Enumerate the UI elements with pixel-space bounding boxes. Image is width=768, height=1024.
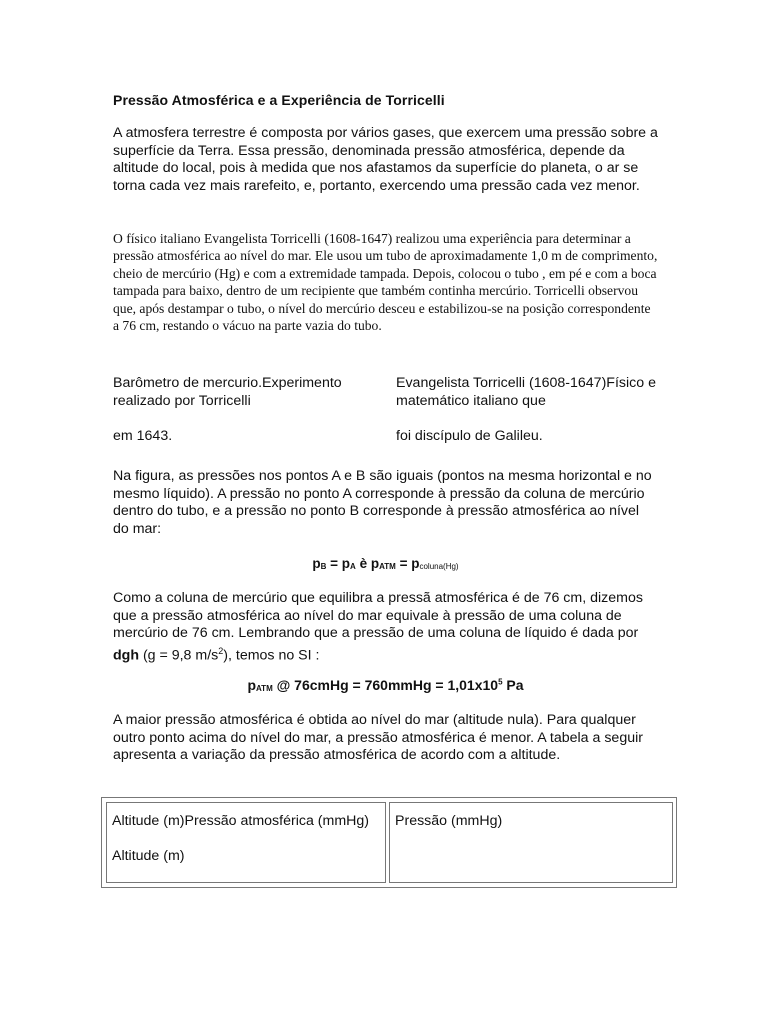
formula-subscript: coluna(Hg) — [419, 562, 459, 571]
paragraph-text: Como a coluna de mercúrio que equilibra a pressã atmosférica é de 76 cm, dizemos que a pressão atmosférica ao nível do mar equivale à pressão de uma coluna de mercúrio de 76 cm. Lembrando que a pressão de uma coluna de líquido é dada por — [113, 590, 643, 642]
formula-operator: è — [355, 556, 371, 571]
formula-operator: = — [395, 556, 412, 571]
formula-superscript: 5 — [498, 677, 503, 687]
paragraph-superscript: 2 — [218, 645, 224, 656]
page-title: Pressão Atmosférica e a Experiência de Torricelli — [113, 92, 445, 108]
caption-torricelli-line2: foi discípulo de Galileu. — [396, 428, 543, 445]
formula-atm-value — [113, 677, 658, 693]
formula-subscript: ATM — [379, 562, 396, 571]
caption-barometer — [113, 375, 375, 446]
formula-symbol: p — [247, 677, 256, 693]
altitude-pressure-table — [101, 797, 677, 888]
formula-unit: Pa — [502, 677, 524, 693]
formula-main: @ 76cmHg = 760mmHg = 1,01x10 — [272, 677, 499, 693]
caption-barometer-line1: Barômetro de mercurio.Experimento realizado por Torricelli — [113, 375, 342, 409]
table-cell-text: Altitude (m)Pressão atmosférica (mmHg) — [112, 813, 370, 829]
paragraph-torricelli-experiment: O físico italiano Evangelista Torricelli (1608-1647) realizou uma experiência para determinar a pressão atmosférica ao nível do mar. Ele usou um tubo de aproximadamente 1,0 m de comprimento, cheio de mercúrio (Hg) e com a extremidade tampada. Depois, colocou o tubo , em pé e com a boca tampada para baixo, dentro de um recipiente que também continha mercúrio. Torricelli observou que, após destampar o tubo, o nível do mercúrio desceu e estabilizou-se na posição correspondente a 76 cm, restando o vácuo na parte vazia do tubo. — [113, 231, 658, 334]
table-cell-text: Pressão (mmHg) — [395, 813, 503, 829]
formula-subscript: B — [320, 562, 327, 571]
caption-torricelli-line1: Evangelista Torricelli (1608-1647)Físico e matemático italiano que — [396, 375, 656, 409]
table-cell-text: Altitude (m) — [112, 848, 185, 864]
paragraph-altitude: A maior pressão atmosférica é obtida ao nível do mar (altitude nula). Para qualquer outro ponto acima do nível do mar, a pressão atmosférica é menor. A tabela a seguir apresenta a variação da pressão atmosférica de acordo com a altitude. — [113, 712, 643, 764]
formula-symbol: p — [341, 556, 351, 571]
paragraph-mercury-column — [113, 590, 658, 665]
formula-subscript: ATM — [256, 684, 273, 693]
paragraph-bold: dgh — [113, 647, 139, 664]
table-cell-altitude — [106, 802, 386, 883]
formula-symbol: p — [312, 556, 321, 571]
paragraph-text: (g = 9,8 m/s — [139, 647, 219, 664]
paragraph-text: ), temos no SI : — [223, 647, 320, 664]
formula-subscript: A — [350, 562, 356, 571]
caption-torricelli — [396, 375, 671, 446]
formula-pressure-equality — [113, 556, 658, 571]
table-cell-pressure — [389, 802, 673, 883]
formula-symbol: p — [411, 556, 420, 571]
caption-barometer-line2: em 1643. — [113, 428, 173, 445]
formula-symbol: p — [370, 556, 380, 571]
formula-operator: = — [326, 556, 342, 571]
paragraph-atmosphere: A atmosfera terrestre é composta por vários gases, que exercem uma pressão sobre a superfície da Terra. Essa pressão, denominada pressão atmosférica, depende da altitude do local, pois à medida que nos afastamos da superfície do planeta, o ar se torna cada vez mais rarefeito, e, portanto, exercendo uma pressão cada vez menor. — [113, 125, 658, 194]
paragraph-pressure-points: Na figura, as pressões nos pontos A e B são iguais (pontos na mesma horizontal e no mesmo líquido). A pressão no ponto A corresponde à pressão da coluna de mercúrio dentro do tubo, e a pressão no ponto B corresponde à pressão atmosférica ao nível do mar: — [113, 468, 652, 537]
